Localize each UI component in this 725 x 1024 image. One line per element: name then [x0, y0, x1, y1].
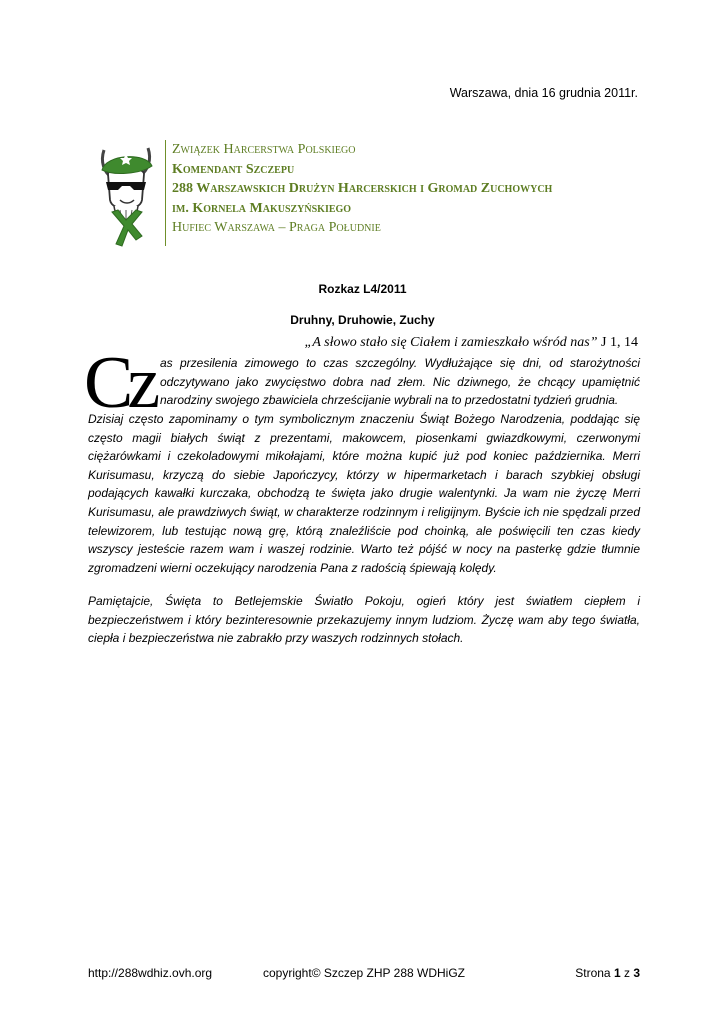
- order-title: Rozkaz L4/2011: [318, 282, 407, 296]
- footer-url[interactable]: http://288wdhiz.ovh.org: [88, 966, 213, 980]
- org-line-district: Hufiec Warszawa – Praga Południe: [172, 220, 381, 235]
- letterhead: [90, 140, 552, 248]
- goat-scout-logo-icon: [90, 140, 162, 248]
- org-line-commander: Komendant Szczepu: [172, 161, 295, 177]
- org-line-patron: im. Kornela Makuszyńskiego: [172, 200, 352, 216]
- paragraph-1-intro: as przesilenia zimowego to czas szczególny. Wydłużające się dni, od starożytności odczytywano jako zwycięstwo dobra nad złem. Nic dziwnego, że chcący upamiętnić narodziny swojego zbawiciela chrześcijanie wybrali na to przedostatni tydzień grudnia.: [160, 356, 640, 408]
- footer-copyright: copyright© Szczep ZHP 288 WDHiGZ: [263, 966, 466, 980]
- page-current: 1: [613, 966, 621, 980]
- quote-reference: J 1, 14: [601, 335, 638, 350]
- org-line-association: Związek Harcerstwa Polskiego: [172, 142, 356, 157]
- page-label: Strona: [575, 966, 611, 980]
- quote-text: „A słowo stało się Ciałem i zamieszkało wśród nas”: [304, 335, 598, 350]
- page-number: [575, 966, 640, 980]
- paragraph-2: Pamiętajcie, Święta to Betlejemskie Światło Pokoju, ogień który jest światłem ciepłem i bezpieczeństwem i który bezinteresownie przekazujemy innym ludziom. Życzę wam aby tego światła, ciepła i bezpieczeństwa nie zabrakło przy waszych rodzinnych stołach.: [88, 594, 640, 646]
- greeting: Druhny, Druhowie, Zuchy: [290, 313, 435, 327]
- paragraph-1-body: Dzisiaj często zapominamy o tym symbolicznym znaczeniu Świąt Bożego Narodzenia, poddając się często magii białych świąt z prezentami, makowcem, piosenkami gwiazdkowymi, czerwonymi ciężarówkami i czekoladowymi mikołajami, które można kupić już pod koniec października. Merri Kurisumasu, krzyczą do siebie Japończycy, którzy w hipermarketach i barach szybkiej obsługi podających kawałki kurczaka, obchodzą te święta jako drugie walentynki. Ja wam nie życzę Merri Kurisumasu, ale prawdziwych świąt, w charakterze rodzinnym i religijnym. Byście ich nie spędzali przed telewizorem, lub testując nową grę, którą znaleźliście pod choinką, ale poświęcili ten czas kiedy wszyscy jesteście razem wam i waszej rodzinie. Warto też pójść w nocy na pasterkę gdzie tłumnie zgromadzeni wierni oczekujący narodzenia Pana z radością śpiewają kolędy.: [88, 412, 640, 575]
- org-line-troop: 288 Warszawskich Drużyn Harcerskich i Gromad Zuchowych: [172, 181, 553, 196]
- page-total: 3: [633, 966, 640, 980]
- document-date: Warszawa, dnia 16 grudnia 2011r.: [449, 86, 638, 100]
- drop-cap: Cz: [84, 342, 155, 424]
- organization-block: [165, 140, 552, 246]
- bible-quote: [305, 335, 638, 351]
- page-sep: z: [623, 966, 630, 980]
